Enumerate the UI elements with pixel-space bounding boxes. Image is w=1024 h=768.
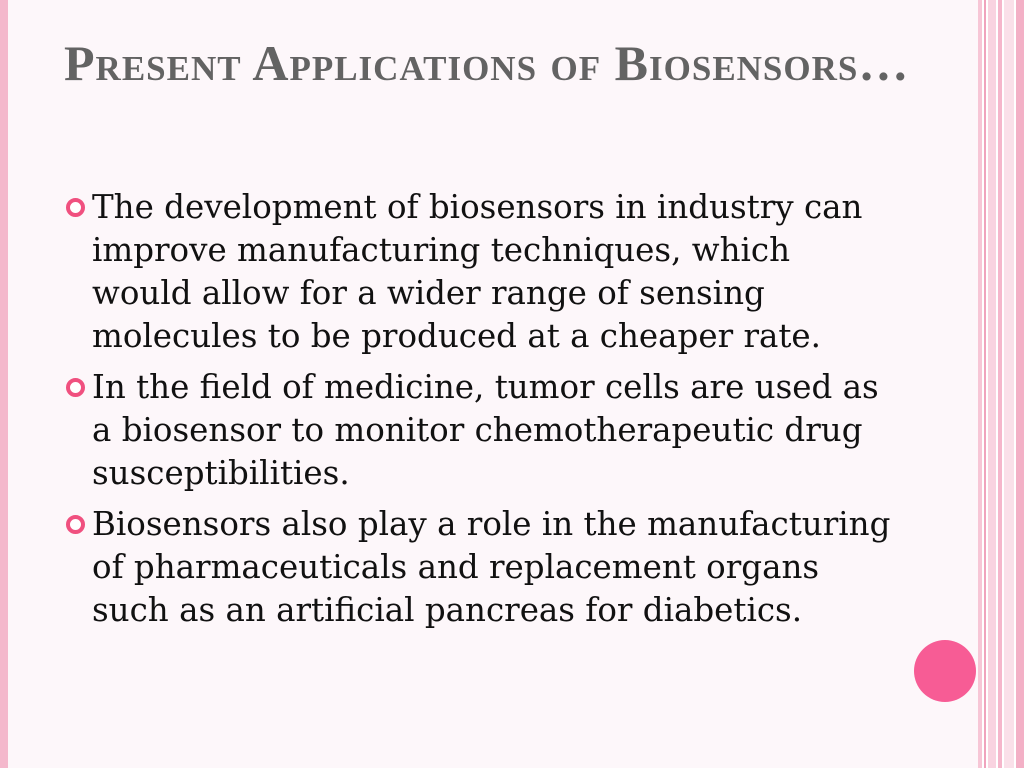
ring-bullet-icon: [66, 198, 85, 217]
bullet-item: [64, 366, 894, 495]
left-edge-stripe: [0, 0, 8, 768]
bullet-list: [64, 186, 894, 640]
ring-bullet-icon: [66, 515, 85, 534]
bullet-item: [64, 503, 894, 632]
bullet-text: In the field of medicine, tumor cells are used as a biosensor to monitor chemotherapeutic drug susceptibilities.: [92, 368, 879, 492]
right-decorative-stripe: [978, 0, 982, 768]
decorative-circle: [914, 640, 976, 702]
bullet-text: The development of biosensors in industry can improve manufacturing techniques, which would allow for a wider range of sensing molecules to be produced at a cheaper rate.: [92, 188, 863, 355]
right-decorative-stripe: [1016, 0, 1024, 768]
right-decorative-stripe: [998, 0, 1002, 768]
slide-title: Present Applications of Biosensors…: [64, 35, 910, 91]
right-decorative-stripe: [988, 0, 996, 768]
right-decorative-stripe: [984, 0, 986, 768]
bullet-text: Biosensors also play a role in the manufacturing of pharmaceuticals and replacement organs such as an artificial pancreas for diabetics.: [92, 505, 891, 629]
right-decorative-stripe: [1004, 0, 1014, 768]
ring-bullet-icon: [66, 378, 85, 397]
bullet-item: [64, 186, 894, 358]
